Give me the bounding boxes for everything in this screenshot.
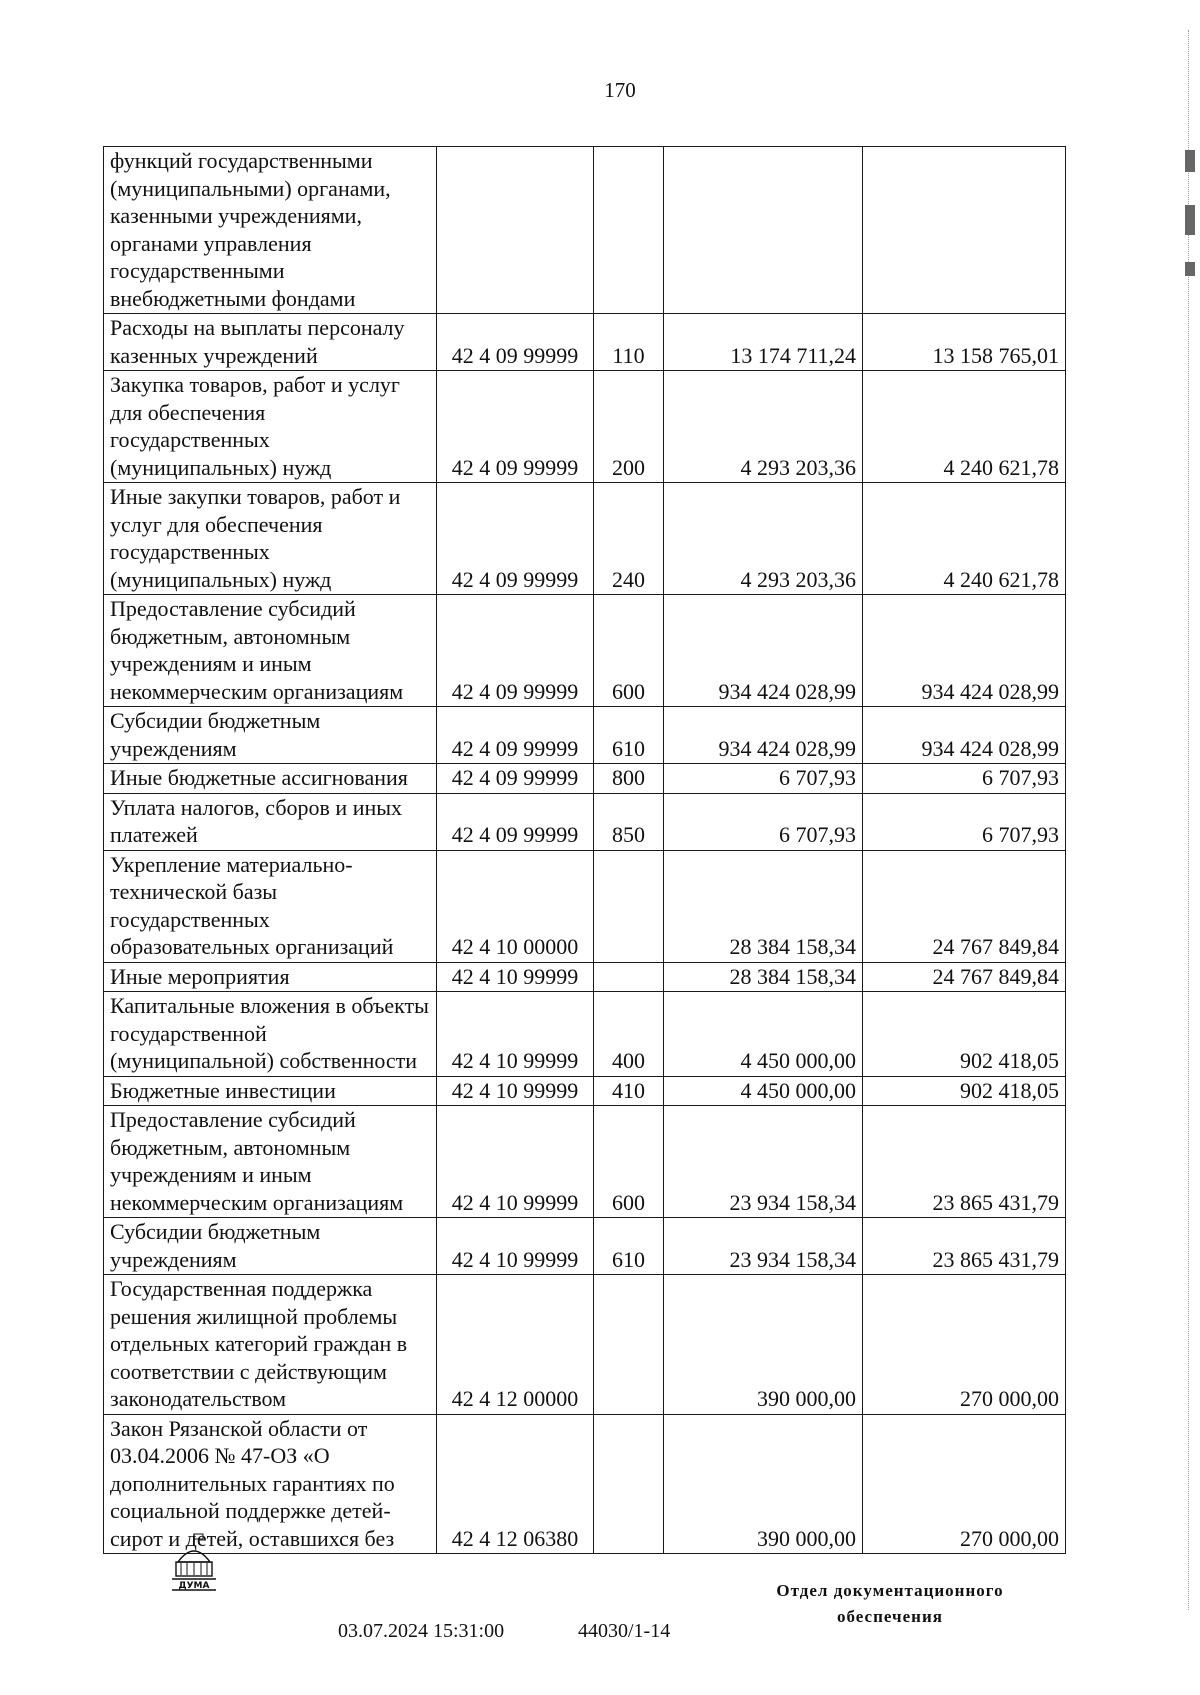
cell-sum-2: 902 418,05 <box>863 992 1066 1077</box>
cell-sum-1: 4 450 000,00 <box>664 1076 863 1106</box>
cell-code: 42 4 09 99999 <box>437 595 594 707</box>
table-row <box>104 1414 1066 1554</box>
cell-code: 42 4 10 99999 <box>437 1106 594 1218</box>
cell-sum-2: 13 158 765,01 <box>863 314 1066 371</box>
cell-expense-type: 240 <box>594 483 664 595</box>
cell-sum-2: 24 767 849,84 <box>863 850 1066 962</box>
cell-expense-type: 600 <box>594 1106 664 1218</box>
cell-expense-type <box>594 850 664 962</box>
cell-name: Субсидии бюджетным учреждениям <box>104 707 437 764</box>
cell-sum-2: 23 865 431,79 <box>863 1106 1066 1218</box>
cell-code: 42 4 09 99999 <box>437 371 594 483</box>
cell-sum-2 <box>863 147 1066 314</box>
cell-name: Бюджетные инвестиции <box>104 1076 437 1106</box>
page-number: 170 <box>604 78 636 102</box>
cell-name: Иные закупки товаров, работ и услуг для обеспечения государственных (муниципальных) нужд <box>104 483 437 595</box>
footer-date: 03.07.2024 15:31:00 <box>338 1620 505 1642</box>
cell-sum-2: 6 707,93 <box>863 764 1066 794</box>
cell-sum-2: 270 000,00 <box>863 1414 1066 1554</box>
cell-sum-2: 6 707,93 <box>863 793 1066 850</box>
cell-sum-1: 23 934 158,34 <box>664 1106 863 1218</box>
table-row <box>104 764 1066 794</box>
cell-sum-1: 6 707,93 <box>664 764 863 794</box>
table-row <box>104 483 1066 595</box>
cell-code: 42 4 10 99999 <box>437 1076 594 1106</box>
cell-name: Иные мероприятия <box>104 962 437 992</box>
cell-expense-type <box>594 147 664 314</box>
cell-sum-1: 4 293 203,36 <box>664 483 863 595</box>
table-row <box>104 992 1066 1077</box>
cell-name: Государственная поддержка решения жилищной проблемы отдельных категорий граждан в соответствии с действующим законодательством <box>104 1275 437 1415</box>
cell-code: 42 4 09 99999 <box>437 483 594 595</box>
cell-sum-1: 934 424 028,99 <box>664 707 863 764</box>
cell-sum-1 <box>664 147 863 314</box>
cell-code: 42 4 12 06380 <box>437 1414 594 1554</box>
cell-code <box>437 147 594 314</box>
cell-code: 42 4 12 00000 <box>437 1275 594 1415</box>
cell-name: Предоставление субсидий бюджетным, автономным учреждениям и иным некоммерческим организациям <box>104 595 437 707</box>
cell-name: Укрепление материально-технической базы государственных образовательных организаций <box>104 850 437 962</box>
footer-doc-number: 44030/1-14 <box>578 1620 671 1642</box>
budget-table <box>103 146 1066 1554</box>
cell-code: 42 4 09 99999 <box>437 793 594 850</box>
cell-expense-type: 410 <box>594 1076 664 1106</box>
table-row <box>104 962 1066 992</box>
table-row <box>104 1076 1066 1106</box>
table-row <box>104 1106 1066 1218</box>
footer-department-line1: Отдел документационного <box>776 1581 1004 1600</box>
footer-department-line2: обеспечения <box>837 1607 943 1626</box>
cell-expense-type: 110 <box>594 314 664 371</box>
table-row <box>104 314 1066 371</box>
cell-sum-1: 23 934 158,34 <box>664 1218 863 1275</box>
cell-expense-type: 850 <box>594 793 664 850</box>
cell-expense-type: 600 <box>594 595 664 707</box>
cell-sum-2: 24 767 849,84 <box>863 962 1066 992</box>
duma-logo-text: ДУМА <box>178 1581 210 1591</box>
cell-code: 42 4 10 99999 <box>437 992 594 1077</box>
cell-sum-1: 390 000,00 <box>664 1275 863 1415</box>
cell-expense-type: 610 <box>594 707 664 764</box>
table-row <box>104 850 1066 962</box>
cell-code: 42 4 10 99999 <box>437 962 594 992</box>
scan-mark <box>1185 150 1195 172</box>
cell-sum-2: 934 424 028,99 <box>863 707 1066 764</box>
duma-logo-icon <box>168 1532 220 1592</box>
cell-name: Иные бюджетные ассигнования <box>104 764 437 794</box>
cell-code: 42 4 09 99999 <box>437 707 594 764</box>
cell-name: Закон Рязанской области от 03.04.2006 № 47-ОЗ «О дополнительных гарантиях по социальной поддержке детей-сирот и детей, оставшихся без <box>104 1414 437 1554</box>
cell-code: 42 4 09 99999 <box>437 314 594 371</box>
cell-expense-type <box>594 1275 664 1415</box>
cell-name: Расходы на выплаты персоналу казенных учреждений <box>104 314 437 371</box>
cell-name: Уплата налогов, сборов и иных платежей <box>104 793 437 850</box>
table-row <box>104 147 1066 314</box>
cell-sum-2: 902 418,05 <box>863 1076 1066 1106</box>
cell-expense-type <box>594 1414 664 1554</box>
cell-sum-1: 13 174 711,24 <box>664 314 863 371</box>
cell-sum-2: 934 424 028,99 <box>863 595 1066 707</box>
cell-expense-type <box>594 962 664 992</box>
cell-sum-1: 28 384 158,34 <box>664 850 863 962</box>
table-row <box>104 793 1066 850</box>
cell-code: 42 4 09 99999 <box>437 764 594 794</box>
cell-sum-1: 934 424 028,99 <box>664 595 863 707</box>
footer-department <box>740 1578 1040 1630</box>
scan-mark <box>1185 262 1195 276</box>
table-row <box>104 707 1066 764</box>
cell-sum-2: 4 240 621,78 <box>863 371 1066 483</box>
cell-expense-type: 610 <box>594 1218 664 1275</box>
cell-sum-2: 270 000,00 <box>863 1275 1066 1415</box>
cell-name: Субсидии бюджетным учреждениям <box>104 1218 437 1275</box>
cell-name: функций государственными (муниципальными) органами, казенными учреждениями, органами управления государственными внебюджетными фондами <box>104 147 437 314</box>
cell-name: Закупка товаров, работ и услуг для обеспечения государственных (муниципальных) нужд <box>104 371 437 483</box>
cell-name: Предоставление субсидий бюджетным, автономным учреждениям и иным некоммерческим организациям <box>104 1106 437 1218</box>
cell-sum-1: 390 000,00 <box>664 1414 863 1554</box>
table-row <box>104 1275 1066 1415</box>
cell-name: Капитальные вложения в объекты государственной (муниципальной) собственности <box>104 992 437 1077</box>
cell-sum-1: 4 450 000,00 <box>664 992 863 1077</box>
cell-code: 42 4 10 99999 <box>437 1218 594 1275</box>
table-row <box>104 595 1066 707</box>
table-row <box>104 1218 1066 1275</box>
cell-expense-type: 800 <box>594 764 664 794</box>
cell-sum-1: 6 707,93 <box>664 793 863 850</box>
cell-sum-1: 4 293 203,36 <box>664 371 863 483</box>
cell-code: 42 4 10 00000 <box>437 850 594 962</box>
table-row <box>104 371 1066 483</box>
cell-expense-type: 200 <box>594 371 664 483</box>
budget-table-body <box>104 147 1066 1554</box>
cell-sum-2: 4 240 621,78 <box>863 483 1066 595</box>
cell-sum-1: 28 384 158,34 <box>664 962 863 992</box>
cell-expense-type: 400 <box>594 992 664 1077</box>
scan-mark <box>1185 205 1195 235</box>
cell-sum-2: 23 865 431,79 <box>863 1218 1066 1275</box>
